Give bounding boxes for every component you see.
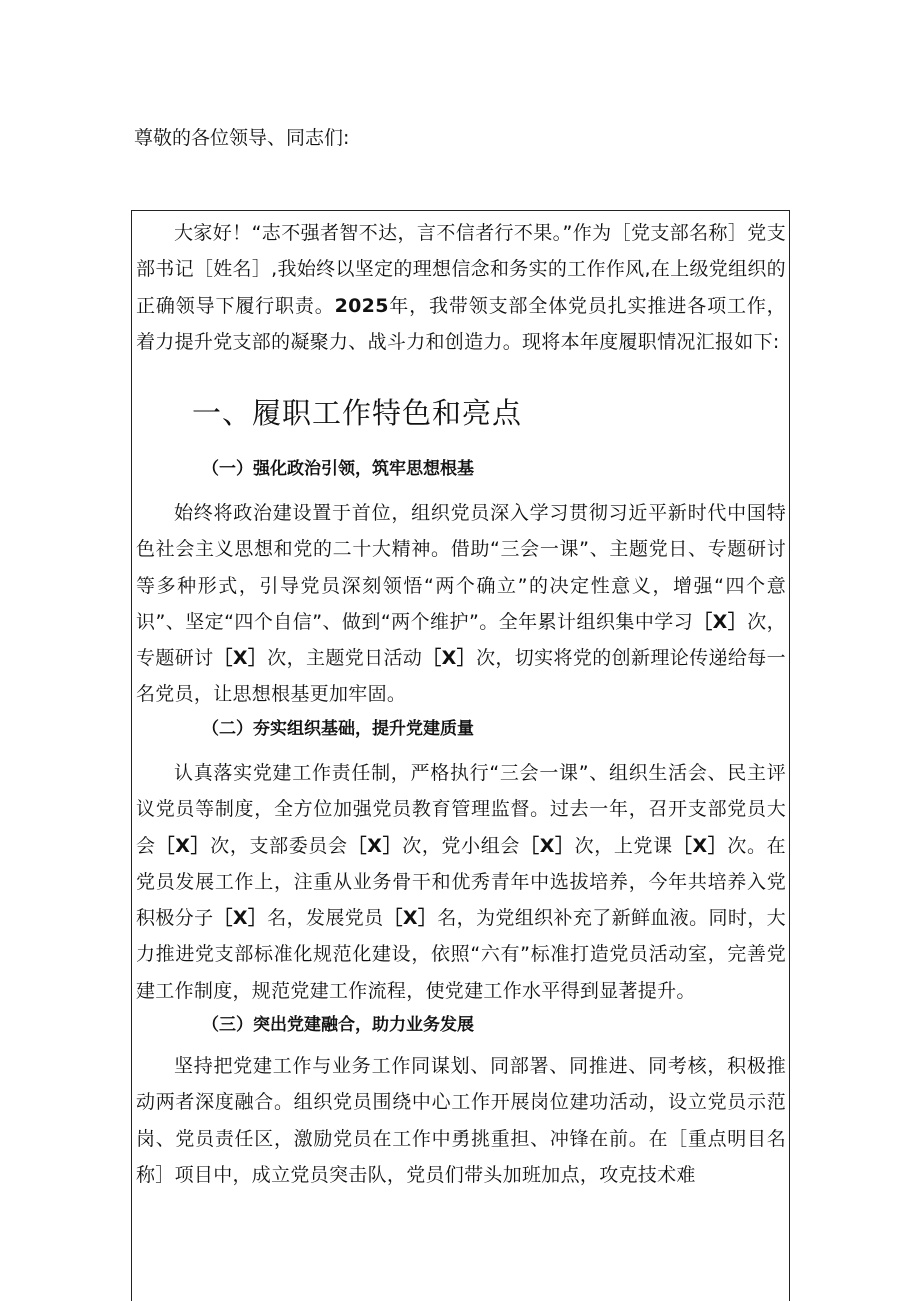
section-2-text: 认真落实党建工作责任制，严格执行“三会一课”、组织生活会、民主评议党员等制度，全方位加强党员教育管理监督。过去一年，召开支部党员大会: [136, 762, 786, 857]
placeholder-x: ［X］: [422, 647, 477, 670]
placeholder-x: ［X］: [213, 647, 268, 670]
heading-level-1: 一、履职工作特色和亮点: [192, 396, 523, 430]
section-3-title: （三）突出党建融合，助力业务发展: [202, 1015, 474, 1035]
placeholder-x: ［X］: [383, 907, 438, 930]
section-2-text: 名，发展党员: [267, 907, 384, 930]
document-frame: [131, 210, 790, 1301]
section-2-text: 名，为党组织补充了新鲜血液。同时，大力推进党支部标准化规范化建设，依照“六有”标准打造党员活动室，完善党建工作制度，规范党建工作流程，使党建工作水平得到显著提升。: [136, 907, 786, 1002]
placeholder-x: ［X］: [672, 834, 728, 857]
placeholder-x: ［X］: [520, 834, 575, 857]
section-1-text: 始终将政治建设置于首位，组织党员深入学习贯彻习近平新时代中国特色社会主义思想和党的二十大精神。借助“三会一课”、主题党日、专题研讨等多种形式，引导党员深刻领悟“两个确立”的决定性意义，增强“四个意识”、坚定“四个自信”、做到“两个维护”。全年累计组织集中学习: [136, 502, 786, 633]
section-2-text: 次。在党员发展工作上，注重从业务骨干和优秀青年中选拔培养，今年共培养入党积极分子: [136, 834, 786, 930]
section-3-body: [136, 1048, 786, 1193]
section-2-text: 次，党小组会: [402, 834, 521, 857]
section-1-title: （一）强化政治引领，筑牢思想根基: [202, 459, 474, 479]
section-1-text: 次，主题党日活动: [267, 647, 423, 670]
placeholder-x: ［X］: [213, 907, 268, 930]
section-2-text: 次，支部委员会: [210, 834, 348, 857]
section-1-body: [136, 495, 786, 713]
section-2-title: （二）夯实组织基础，提升党建质量: [202, 719, 474, 739]
section-2-text: 次，上党课: [574, 834, 673, 857]
intro-text-b: 年，我带领支部全体党员扎实推进各项工作，着力提升党支部的凝聚力、战斗力和创造力。现将本年度履职情况汇报如下:: [136, 294, 786, 353]
section-1-text: 次，切实将党的创新理论传递给每一名党员，让思想根基更加牢固。: [136, 647, 786, 706]
salutation: 尊敬的各位领导、同志们:: [134, 127, 350, 149]
intro-paragraph: [136, 215, 786, 360]
placeholder-x: ［X］: [347, 834, 403, 857]
section-2-body: [136, 755, 786, 1009]
intro-text-a: 大家好！“志不强者智不达，言不信者行不果。”作为［党支部名称］党支部书记［姓名］,我始终以坚定的理想信念和务实的工作作风,在上级党组织的正确领导下履行职责。: [136, 222, 786, 317]
section-1-text: 次，专题研讨: [136, 610, 786, 670]
section-3-text: 坚持把党建工作与业务工作同谋划、同部署、同推进、同考核，积极推动两者深度融合。组织党员围绕中心工作开展岗位建功活动，设立党员示范岗、党员责任区，激励党员在工作中勇挑重担、冲锋在前。在［重点明目名称］项目中，成立党员突击队，党员们带头加班加点，攻克技术难: [136, 1055, 786, 1186]
placeholder-x: ［X］: [155, 834, 211, 857]
placeholder-x: ［X］: [693, 610, 748, 633]
intro-year: 2025: [334, 294, 389, 317]
